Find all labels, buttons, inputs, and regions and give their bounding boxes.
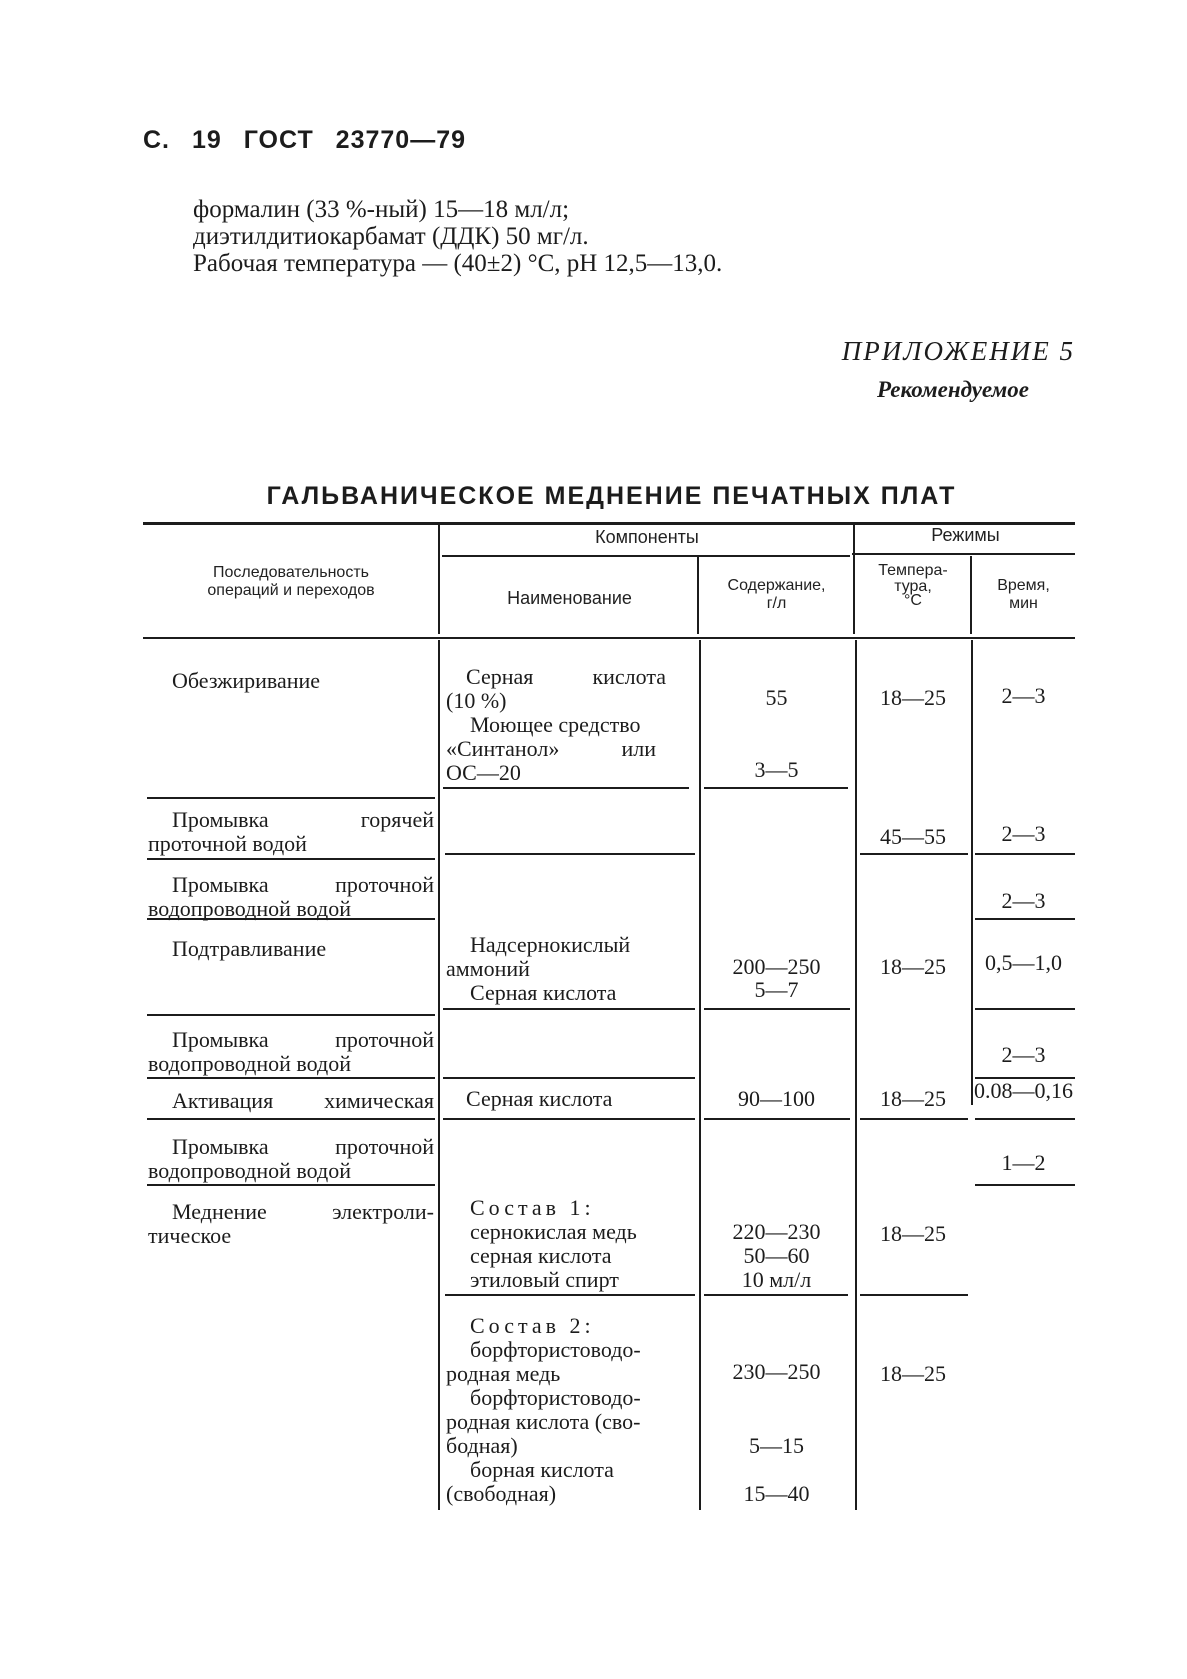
- page-label: С.: [143, 126, 170, 154]
- operation-word: Промывка: [172, 807, 269, 832]
- row-rule: [975, 1184, 1075, 1186]
- name-word: кислота: [592, 664, 666, 689]
- header-operations-line: операций и переходов: [207, 582, 375, 599]
- composition-2-name: бодная): [446, 1433, 518, 1458]
- operation-word: химическая: [324, 1088, 434, 1113]
- header-modes-label: Режимы: [931, 525, 1000, 545]
- composition-1-name: этиловый спирт: [470, 1267, 619, 1292]
- row-rule: [147, 858, 435, 860]
- header-components-label: Компоненты: [595, 527, 699, 547]
- intro-line: формалин (33 %-ный) 15—18 мл/л;: [193, 196, 570, 223]
- name-word: или: [621, 736, 656, 761]
- row-rule: [443, 1077, 695, 1079]
- header-modes: [856, 526, 1075, 544]
- col-divider-2: [697, 556, 699, 634]
- header-bottom-rule: [143, 637, 1075, 639]
- body-divider-4: [971, 640, 973, 1105]
- header-time-line: Время,: [997, 577, 1050, 594]
- row-tap-rinse-2-operation-line: водопроводной водой: [148, 1051, 351, 1076]
- row-hot-rinse-operation-line: проточной водой: [148, 831, 307, 856]
- row-rule: [975, 1008, 1075, 1010]
- row-rule: [860, 1294, 968, 1296]
- name-word: «Синтанол»: [446, 736, 560, 761]
- col-divider-1: [438, 524, 440, 634]
- row-degreasing-name-line: [446, 737, 656, 761]
- row-degreasing-operation: Обезжиривание: [172, 668, 321, 693]
- row-activation-content: 90—100: [738, 1086, 815, 1111]
- row-rule: [147, 1184, 435, 1186]
- operation-word: Промывка: [172, 1027, 269, 1052]
- row-etching-operation: Подтравливание: [172, 936, 327, 961]
- standard-name: ГОСТ: [243, 126, 314, 154]
- composition-1-content: 220—230: [732, 1219, 821, 1244]
- row-degreasing-content: 55: [765, 685, 788, 710]
- header-operations-line: Последовательность: [213, 564, 369, 581]
- row-rule: [860, 853, 968, 855]
- row-etching-name-line: аммоний: [446, 956, 530, 981]
- row-rule: [975, 918, 1075, 920]
- header-temperature-line: Темпера-: [878, 562, 948, 579]
- composition-2-name: борфтористоводо-: [470, 1385, 641, 1410]
- row-degreasing-name-line: (10 %): [446, 688, 507, 713]
- row-rule: [443, 787, 689, 789]
- row-activation-time: 0.08—0,16: [974, 1078, 1073, 1103]
- row-rule: [147, 1077, 435, 1079]
- row-rule: [443, 1118, 695, 1120]
- appendix-title: ПРИЛОЖЕНИЕ 5: [841, 336, 1075, 366]
- operation-word: проточной: [335, 1027, 434, 1052]
- intro-line: диэтилдитиокарбамат (ДДК) 50 мг/л.: [193, 223, 589, 250]
- row-rule: [147, 1014, 435, 1016]
- row-tap-rinse-operation-line: водопроводной водой: [148, 896, 351, 921]
- appendix-subtitle: Рекомендуемое: [877, 377, 1029, 402]
- composition-2-content: 230—250: [732, 1359, 821, 1384]
- operation-word: Активация: [172, 1088, 274, 1113]
- page-header: [143, 126, 480, 155]
- row-hot-rinse-time: 2—3: [1001, 821, 1046, 846]
- header-temperature-line: тура,: [894, 578, 932, 595]
- header-name: [442, 589, 697, 607]
- header-temperature-line: °С: [904, 592, 922, 609]
- composition-2-temperature: 18—25: [880, 1361, 946, 1386]
- row-degreasing-temperature: 18—25: [880, 685, 946, 710]
- header-time-line: мин: [1009, 595, 1038, 612]
- row-degreasing-name-line: ОС—20: [446, 760, 521, 785]
- row-rule: [704, 1294, 848, 1296]
- row-tap-rinse-2-time: 2—3: [1001, 1042, 1046, 1067]
- row-rule: [445, 853, 695, 855]
- row-rule: [704, 787, 848, 789]
- operation-word: проточной: [335, 1134, 434, 1159]
- header-temperature: [856, 562, 970, 608]
- row-etching-temperature: 18—25: [880, 954, 946, 979]
- row-tap-rinse-3-operation-line: водопроводной водой: [148, 1158, 351, 1183]
- row-activation-name: Серная кислота: [466, 1086, 613, 1111]
- row-rule: [975, 853, 1075, 855]
- row-rule: [975, 1118, 1075, 1120]
- row-plating-operation-line: тическое: [148, 1223, 232, 1248]
- composition-2-name: борная кислота: [470, 1457, 614, 1482]
- composition-1-name: серная кислота: [470, 1243, 612, 1268]
- row-etching-time: 0,5—1,0: [985, 950, 1062, 975]
- row-rule: [704, 1118, 850, 1120]
- composition-2-name: родная медь: [446, 1361, 561, 1386]
- header-content-line: г/л: [766, 595, 787, 612]
- row-rule: [443, 1008, 695, 1010]
- composition-2-name: родная кислота (сво-: [446, 1409, 641, 1434]
- header-rule-modes: [852, 553, 1075, 555]
- header-name-label: Наименование: [507, 588, 632, 608]
- operation-word: Промывка: [172, 872, 269, 897]
- row-tap-rinse-2-operation: [172, 1028, 434, 1052]
- page-number: 19: [191, 126, 222, 154]
- row-rule: [147, 1118, 435, 1120]
- row-degreasing-content: 3—5: [754, 757, 799, 782]
- row-degreasing-name-line: Моющее средство: [470, 712, 641, 737]
- body-divider-1: [438, 640, 440, 1510]
- standard-number: 23770—79: [335, 126, 466, 154]
- row-plating-operation: [172, 1200, 434, 1224]
- composition-1-name: сернокислая медь: [470, 1219, 637, 1244]
- row-hot-rinse-operation: [172, 808, 434, 832]
- header-operations: [150, 564, 432, 600]
- row-rule: [445, 1294, 695, 1296]
- row-degreasing-name-line: [466, 665, 666, 689]
- row-tap-rinse-operation: [172, 873, 434, 897]
- intro-line: Рабочая температура — (40±2) °С, pH 12,5—13,0.: [193, 250, 723, 277]
- operation-word: Меднение: [172, 1199, 267, 1224]
- composition-1-title: Состав 1:: [470, 1195, 595, 1220]
- row-etching-name-line: Надсернокислый: [470, 932, 631, 957]
- intro-text: [193, 196, 722, 277]
- composition-2-name: (свободная): [446, 1481, 557, 1506]
- composition-2-title: Состав 2:: [470, 1313, 595, 1338]
- header-content: [700, 577, 853, 613]
- row-degreasing-time: 2—3: [1001, 683, 1046, 708]
- operation-word: горячей: [360, 807, 434, 832]
- composition-2-content: 15—40: [743, 1481, 810, 1506]
- composition-1-temperature: 18—25: [880, 1221, 946, 1246]
- table-title: ГАЛЬВАНИЧЕСКОЕ МЕДНЕНИЕ ПЕЧАТНЫХ ПЛАТ: [266, 482, 957, 510]
- composition-2-content: 5—15: [749, 1433, 804, 1458]
- header-components: [442, 528, 852, 546]
- row-tap-rinse-time: 2—3: [1001, 888, 1046, 913]
- composition-1-content: 10 мл/л: [741, 1267, 812, 1292]
- operation-word: проточной: [335, 872, 434, 897]
- row-etching-content: 5—7: [754, 977, 799, 1002]
- operation-word: электроли-: [332, 1199, 434, 1224]
- row-rule: [704, 1008, 850, 1010]
- name-word: Серная: [466, 664, 534, 689]
- row-tap-rinse-3-time: 1—2: [1001, 1150, 1046, 1175]
- row-rule: [860, 1118, 968, 1120]
- row-etching-content: 200—250: [732, 954, 821, 979]
- row-etching-name-line: Серная кислота: [470, 980, 617, 1005]
- operation-word: Промывка: [172, 1134, 269, 1159]
- header-rule-components: [442, 555, 850, 557]
- row-activation-operation: [172, 1089, 434, 1113]
- composition-1-content: 50—60: [743, 1243, 810, 1268]
- header-time: [972, 577, 1075, 613]
- row-hot-rinse-temperature: 45—55: [880, 824, 946, 849]
- row-tap-rinse-3-operation: [172, 1135, 434, 1159]
- col-divider-3: [853, 524, 855, 634]
- row-activation-temperature: 18—25: [880, 1086, 946, 1111]
- header-content-line: Содержание,: [727, 577, 826, 594]
- composition-2-name: борфтористоводо-: [470, 1337, 641, 1362]
- row-rule: [147, 797, 435, 799]
